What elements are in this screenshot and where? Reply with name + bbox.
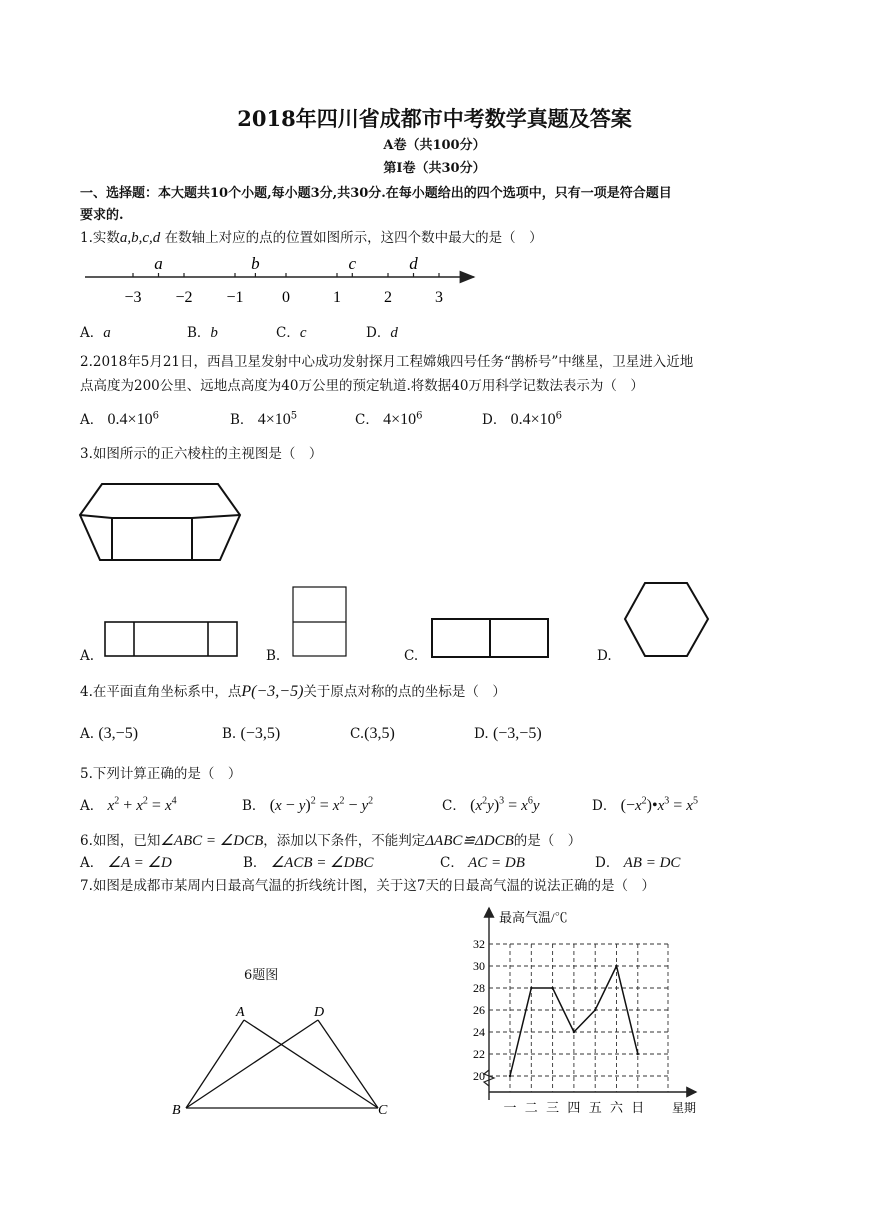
- q1-option-a[interactable]: A．a: [80, 325, 111, 341]
- chart-x-tick-label: 日: [631, 1100, 645, 1115]
- chart-y-tick-label: 20: [473, 1069, 485, 1083]
- chart-y-tick-label: 28: [473, 981, 485, 995]
- q3-option-d-letter[interactable]: D.: [597, 648, 612, 664]
- q3-option-b-letter[interactable]: B.: [266, 648, 281, 664]
- page-title: 2018年四川省成都市中考数学真题及答案: [237, 106, 632, 131]
- q4-option-a[interactable]: A. (3,−5): [80, 725, 139, 742]
- point-label-b: B: [172, 1103, 181, 1118]
- q3-option-a-letter[interactable]: A.: [80, 648, 95, 664]
- chart-y-label: 最高气温/℃: [499, 910, 568, 925]
- number-line-point-label: b: [251, 254, 260, 273]
- q4-option-c[interactable]: C.(3,5): [350, 725, 395, 742]
- section1-line1: 一、选择题：本大题共10个小题,每小题3分,共30分.在每小题给出的四个选项中，只有一项是符合题目: [80, 186, 672, 201]
- point-label-d: D: [314, 1005, 325, 1020]
- section1-line2: 要求的.: [80, 208, 124, 223]
- q5-stem: 5.下列计算正确的是（ ）: [80, 766, 242, 782]
- chart-x-tick-label: 一: [503, 1100, 517, 1115]
- temperature-chart: [460, 900, 720, 1120]
- number-line-tick-label: −1: [226, 289, 244, 306]
- q5-option-a[interactable]: A． $x^2 + x^2 = x^4$: [80, 795, 177, 814]
- number-line-tick-label: 0: [282, 289, 290, 306]
- number-line-point-label: c: [348, 254, 357, 273]
- chart-y-tick-label: 24: [473, 1025, 485, 1039]
- chart-x-tick-label: 五: [588, 1100, 602, 1115]
- q4-option-d[interactable]: D. (−3,−5): [474, 725, 542, 742]
- q1-stem: 1.实数a,b,c,d 在数轴上对应的点的位置如图所示，这四个数中最大的是（ ）: [80, 230, 543, 246]
- number-line-tick-label: −3: [124, 289, 142, 306]
- q2-line1: 2.2018年5月21日，西昌卫星发射中心成功发射探月工程嫦娥四号任务“鹊桥号”中继星，卫星进入近地: [80, 354, 694, 370]
- q1-option-c[interactable]: C．c: [276, 325, 307, 341]
- number-line-tick-label: 1: [333, 289, 341, 306]
- q1-option-b[interactable]: B．b: [187, 325, 218, 341]
- chart-x-label: 星期: [672, 1101, 697, 1115]
- chart-y-tick-label: 32: [473, 937, 485, 951]
- point-label-c: C: [378, 1103, 388, 1118]
- number-line-tick-label: 3: [435, 289, 443, 306]
- q6-option-d[interactable]: D． AB = DC: [595, 855, 681, 871]
- q2-option-d[interactable]: D． $0.4\times 10^6$: [482, 410, 563, 428]
- subtitle-b: 第Ⅰ卷（共30分）: [383, 161, 486, 176]
- q6-figure-caption: 6题图: [244, 968, 279, 983]
- q3-option-c-letter[interactable]: C.: [404, 648, 419, 664]
- q4-option-b[interactable]: B. (−3,5): [222, 725, 281, 742]
- number-line-tick-label: −2: [175, 289, 193, 306]
- number-line-figure: [80, 250, 490, 310]
- q3-option-c-figure[interactable]: [430, 617, 550, 659]
- q6-stem: 6.如图，已知∠ABC = ∠DCB，添加以下条件，不能判定ΔABC≌ΔDCB的是（ ）: [80, 833, 582, 849]
- q5-option-c[interactable]: C． $(x^2y)^3 = x^6y$: [442, 795, 540, 814]
- q2-option-b[interactable]: B． $4\times 10^5$: [230, 410, 298, 428]
- chart-x-tick-label: 四: [567, 1100, 581, 1115]
- number-line-tick-label: 2: [384, 289, 392, 306]
- q4-stem: 4.在平面直角坐标系中，点P(−3,−5)关于原点对称的点的坐标是（ ）: [80, 683, 506, 700]
- q2-option-c[interactable]: C． $4\times 10^6$: [355, 410, 423, 428]
- chart-x-tick-label: 二: [524, 1100, 538, 1115]
- q3-option-b-figure[interactable]: [292, 586, 348, 658]
- q1-option-d[interactable]: D．d: [366, 325, 398, 341]
- chart-y-tick-label: 22: [473, 1047, 485, 1061]
- q6-option-c[interactable]: C． AC = DB: [440, 855, 525, 871]
- q5-option-b[interactable]: B． $(x - y)^2 = x^2 - y^2$: [242, 795, 374, 814]
- number-line-point-label: a: [154, 254, 163, 273]
- q6-option-b[interactable]: B． ∠ACB = ∠DBC: [243, 855, 374, 871]
- q5-option-d[interactable]: D． $(-x^2)•x^3 = x^5$: [592, 795, 698, 814]
- q3-option-a-figure[interactable]: [104, 621, 239, 659]
- q7-stem: 7.如图是成都市某周内日最高气温的折线统计图，关于这7天的日最高气温的说法正确的是（ ）: [80, 878, 655, 894]
- chart-y-tick-label: 26: [473, 1003, 485, 1017]
- triangle-figure: [168, 1000, 398, 1122]
- chart-y-tick-label: 30: [473, 959, 485, 973]
- subtitle-a: A卷（共100分）: [383, 138, 486, 153]
- q3-option-d-figure[interactable]: [623, 580, 711, 660]
- q3-stem: 3.如图所示的正六棱柱的主视图是（ ）: [80, 446, 323, 462]
- chart-x-tick-label: 六: [609, 1100, 624, 1115]
- point-label-a: A: [236, 1005, 245, 1020]
- q6-option-a[interactable]: A． ∠A = ∠D: [80, 855, 172, 871]
- hexagonal-prism-figure: [78, 478, 248, 566]
- chart-x-tick-label: 三: [546, 1100, 560, 1115]
- q2-option-a[interactable]: A． $0.4\times 10^6$: [80, 410, 159, 428]
- number-line-point-label: d: [409, 254, 418, 273]
- q2-line2: 点高度为200公里、远地点高度为40万公里的预定轨道.将数据40万用科学记数法表示为（ ）: [80, 378, 644, 394]
